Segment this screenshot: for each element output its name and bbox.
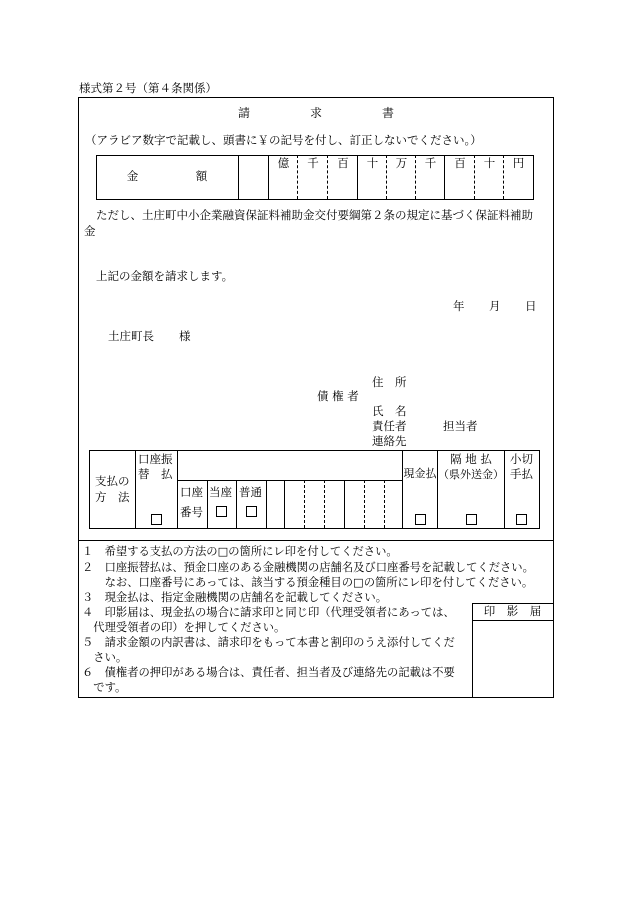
digit-sen2: 千 (424, 156, 437, 170)
address-label: 住 所 (372, 375, 407, 389)
savings-checkbox[interactable] (246, 506, 257, 517)
digit-man: 万 (395, 156, 408, 170)
note-6: ６ 債権者の押印がある場合は、責任者、担当者及び連絡先の記載は不要 (82, 666, 455, 679)
checking-checkbox[interactable] (216, 506, 227, 517)
date-month: 月 (489, 299, 501, 313)
digit-hyaku2: 百 (454, 156, 466, 170)
date-year: 年 (453, 299, 465, 313)
cash-label: 現金払 (403, 467, 437, 480)
check-payment-checkbox[interactable] (516, 514, 527, 525)
purpose-text-cont: 金 (84, 224, 96, 238)
page-title: 請 求 書 (237, 106, 394, 120)
seal-registration-label: 印 影 届 (483, 604, 542, 618)
honorific: 様 (179, 329, 191, 343)
date-day: 日 (525, 299, 537, 313)
remote-label-2: （県外送金） (438, 468, 504, 481)
note-5-cont: さい。 (82, 651, 128, 664)
amount-label: 金 額 (126, 169, 208, 183)
digit-hyaku1: 百 (337, 156, 349, 170)
contact-person-label: 担当者 (443, 419, 478, 433)
responsible-label: 責任者 (372, 419, 407, 433)
note-6-cont: です。 (82, 681, 127, 694)
digit-en: 円 (512, 156, 525, 170)
note-1: １ 希望する支払の方法の□の箇所にレ印を付してください。 (82, 545, 398, 558)
account-number-label: 口座 (180, 485, 203, 499)
name-label: 氏 名 (372, 404, 407, 418)
seal-registration-box[interactable] (474, 622, 550, 694)
request-text: 上記の金額を請求します。 (96, 269, 234, 283)
remote-label: 隔 地 払 (450, 452, 492, 466)
digit-oku: 億 (277, 156, 290, 170)
check-payment-label: 小切 (510, 452, 533, 466)
digit-juu2: 十 (483, 156, 496, 170)
note-4-cont: 代理受領者の印）を押してください。 (82, 621, 286, 634)
transfer-label-2: 替 払 (138, 467, 173, 481)
payment-method-label-2: 方 法 (95, 490, 130, 504)
phone-label: 連絡先 (372, 434, 407, 448)
note-2: ２ 口座振替払は、預金口座のある金融機関の店舗名及び口座番号を記載してください。 (82, 561, 534, 574)
purpose-text: ただし、土庄町中小企業融資保証料補助金交付要綱第２条の規定に基づく保証料補助 (96, 208, 533, 222)
account-number-label-2: 番号 (180, 505, 203, 519)
transfer-label: 口座振 (138, 452, 173, 466)
addressee: 土庄町長 (108, 329, 154, 343)
check-payment-label-2: 手払 (510, 467, 533, 481)
note-4: ４ 印影届は、現金払の場合に請求印と同じ印（代理受領者にあっては、 (82, 606, 455, 619)
transfer-checkbox[interactable] (151, 514, 162, 525)
note-3: ３ 現金払は、指定金融機関の店舗名を記載してください。 (82, 591, 388, 604)
form-number-label: 様式第２号（第４条関係） (79, 81, 217, 95)
cash-checkbox[interactable] (415, 514, 426, 525)
creditor-label: 債 権 者 (317, 389, 359, 403)
note-5: ５ 請求金額の内訳書は、請求印をもって本書と割印のうえ添付してくだ (82, 636, 455, 649)
digit-sen1: 千 (307, 156, 319, 170)
checking-label: 当座 (209, 485, 232, 499)
savings-label: 普通 (239, 485, 262, 499)
instruction-text: （アラビア数字で記載し、頭書に￥の記号を付し、訂正しないでください。） (85, 133, 482, 147)
remote-checkbox[interactable] (466, 514, 477, 525)
payment-method-label: 支払の (95, 474, 130, 488)
note-2-cont: なお、口座番号にあっては、該当する預金種目の□の箇所にレ印を付してください。 (82, 576, 534, 589)
digit-juu1: 十 (366, 156, 379, 170)
